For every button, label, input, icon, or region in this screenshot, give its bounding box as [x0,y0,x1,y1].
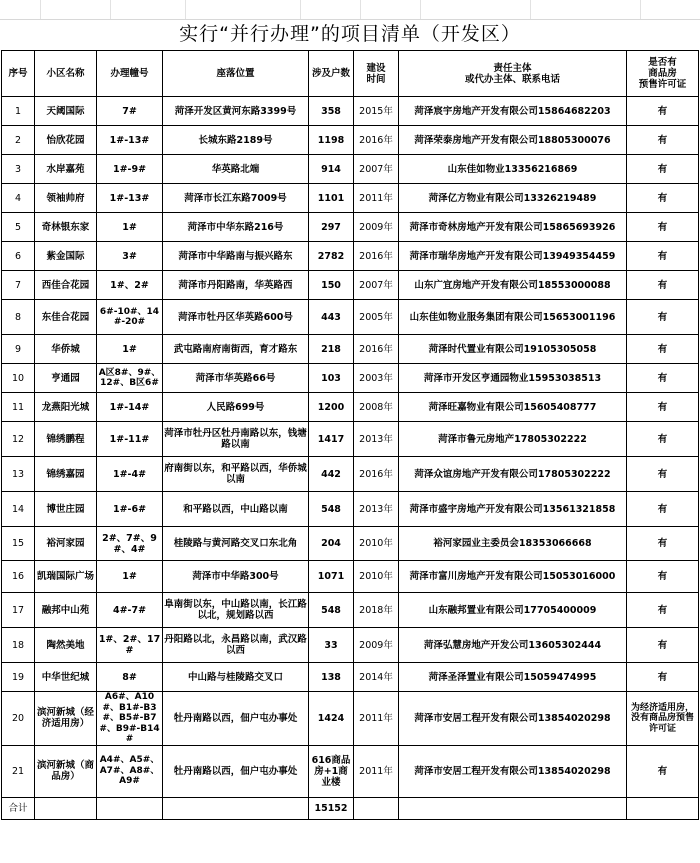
cell-built: 2007年 [354,155,399,184]
cell-presale: 有 [627,335,699,364]
cell-buildings: 1#-4# [97,457,163,492]
cell-owner: 菏泽弘慧房地产开发公司13605302444 [399,628,627,663]
cell-owner: 裕河家园业主委员会18353066668 [399,527,627,561]
project-table [1,50,699,820]
cell-owner: 菏泽旺嘉物业有限公司15605408777 [399,393,627,422]
cell-owner: 山东广宜房地产开发有限公司18553000088 [399,271,627,300]
cell-location: 菏泽市牡丹区牡丹南路以东，钱塘路以南 [163,422,309,457]
column-header-strip [0,0,700,20]
header-owner: 责任主体 或代办主体、联系电话 [399,51,627,97]
cell-presale: 有 [627,628,699,663]
cell-built: 2015年 [354,97,399,126]
cell-built: 2013年 [354,492,399,527]
cell-buildings: 1#-9# [97,155,163,184]
cell-location: 长城东路2189号 [163,126,309,155]
cell-buildings: 1# [97,561,163,593]
table-row [2,271,699,300]
cell-presale: 为经济适用房，没有商品房预售许可证 [627,692,699,746]
cell-built: 2011年 [354,745,399,797]
table-row [2,364,699,393]
cell-built: 2009年 [354,213,399,242]
table-row [2,663,699,692]
cell-presale: 有 [627,155,699,184]
cell-built: 2018年 [354,593,399,628]
cell-owner: 菏泽宸宇房地产开发有限公司15864682203 [399,97,627,126]
cell-households: 297 [309,213,354,242]
header-built: 建设 时间 [354,51,399,97]
cell-buildings: 1#-6# [97,492,163,527]
cell-location: 华英路北端 [163,155,309,184]
cell-name: 怡欣花园 [35,126,97,155]
table-row [2,242,699,271]
cell-seq: 16 [2,561,35,593]
cell-built: 2016年 [354,335,399,364]
cell-location: 武屯路南府南街西，育才路东 [163,335,309,364]
cell-presale: 有 [627,561,699,593]
cell-buildings: 1#-13# [97,184,163,213]
cell-presale: 有 [627,97,699,126]
cell-presale: 有 [627,364,699,393]
cell-location: 和平路以西，中山路以南 [163,492,309,527]
cell-name: 凯瑞国际广场 [35,561,97,593]
cell-households: 358 [309,97,354,126]
cell-name: 奇林银东家 [35,213,97,242]
cell-buildings: 8# [97,663,163,692]
cell-built: 2011年 [354,184,399,213]
cell-name: 龙燕阳光城 [35,393,97,422]
cell-households: 1198 [309,126,354,155]
cell-seq: 8 [2,300,35,335]
cell-location: 菏泽市中华路300号 [163,561,309,593]
cell-seq: 10 [2,364,35,393]
cell-built: 2003年 [354,364,399,393]
header-name: 小区名称 [35,51,97,97]
cell-location: 中山路与桂陵路交叉口 [163,663,309,692]
cell-seq: 5 [2,213,35,242]
total-label: 合计 [2,797,35,819]
cell-seq: 17 [2,593,35,628]
cell-presale: 有 [627,393,699,422]
cell-presale: 有 [627,527,699,561]
cell-name: 融邦中山苑 [35,593,97,628]
cell-buildings: 1# [97,335,163,364]
cell-owner: 菏泽市富川房地产开发有限公司15053016000 [399,561,627,593]
cell-buildings: 3# [97,242,163,271]
cell-name: 滨河新城（商品房） [35,745,97,797]
table-row [2,692,699,746]
cell-name: 中华世纪城 [35,663,97,692]
cell-households: 138 [309,663,354,692]
cell-owner: 菏泽圣泽置业有限公司15059474995 [399,663,627,692]
cell-name: 滨河新城（经济适用房） [35,692,97,746]
cell-households: 1200 [309,393,354,422]
cell-presale: 有 [627,593,699,628]
cell-location: 菏泽市长江东路7009号 [163,184,309,213]
cell-presale: 有 [627,745,699,797]
cell-buildings: A6#、A10#、B1#-B3#、B5#-B7#、B9#-B14# [97,692,163,746]
cell-name: 锦绣嘉园 [35,457,97,492]
table-row [2,97,699,126]
cell-name: 紫金国际 [35,242,97,271]
cell-location: 菏泽市中华东路216号 [163,213,309,242]
cell-built: 2016年 [354,126,399,155]
cell-built: 2016年 [354,457,399,492]
cell-built: 2011年 [354,692,399,746]
table-row [2,593,699,628]
cell-location: 丹阳路以北，永昌路以南，武汉路以西 [163,628,309,663]
cell-households: 1424 [309,692,354,746]
table-row [2,155,699,184]
cell-presale: 有 [627,271,699,300]
cell-owner: 山东佳如物业服务集团有限公司15653001196 [399,300,627,335]
cell-households: 33 [309,628,354,663]
cell-location: 府南街以东，和平路以西，华侨城以南 [163,457,309,492]
cell-owner: 菏泽市安居工程开发有限公司13854020298 [399,745,627,797]
cell-buildings: 1# [97,213,163,242]
cell-seq: 7 [2,271,35,300]
cell-seq: 14 [2,492,35,527]
cell-seq: 13 [2,457,35,492]
cell-presale: 有 [627,492,699,527]
cell-households: 548 [309,492,354,527]
cell-presale: 有 [627,126,699,155]
cell-owner: 菏泽市开发区亨通园物业15953038513 [399,364,627,393]
cell-households: 914 [309,155,354,184]
cell-households: 2782 [309,242,354,271]
header-households: 涉及户数 [309,51,354,97]
cell-name: 裕河家园 [35,527,97,561]
cell-seq: 18 [2,628,35,663]
cell-built: 2016年 [354,242,399,271]
table-row [2,300,699,335]
cell-households: 1417 [309,422,354,457]
header-buildings: 办理幢号 [97,51,163,97]
cell-seq: 11 [2,393,35,422]
cell-built: 2010年 [354,561,399,593]
cell-owner: 菏泽市盛宇房地产开发有限公司13561321858 [399,492,627,527]
cell-name: 陶然美地 [35,628,97,663]
cell-households: 443 [309,300,354,335]
header-presale: 是否有 商品房 预售许可证 [627,51,699,97]
cell-households: 616商品房+1商业楼 [309,745,354,797]
cell-location: 菏泽市牡丹区华英路600号 [163,300,309,335]
cell-owner: 菏泽亿方物业有限公司13326219489 [399,184,627,213]
cell-name: 东佳合花园 [35,300,97,335]
cell-seq: 15 [2,527,35,561]
table-row [2,393,699,422]
total-row [2,797,699,819]
cell-location: 菏泽开发区黄河东路3399号 [163,97,309,126]
table-row [2,184,699,213]
table-row [2,457,699,492]
table-row [2,422,699,457]
cell-owner: 山东融邦置业有限公司17705400009 [399,593,627,628]
cell-seq: 1 [2,97,35,126]
cell-buildings: 6#-10#、14#-20# [97,300,163,335]
cell-households: 150 [309,271,354,300]
cell-owner: 菏泽市鲁元房地产17805302222 [399,422,627,457]
cell-location: 阜南街以东，中山路以南，长江路以北，规划路以西 [163,593,309,628]
cell-buildings: 1#-14# [97,393,163,422]
cell-presale: 有 [627,300,699,335]
cell-households: 204 [309,527,354,561]
cell-presale: 有 [627,457,699,492]
cell-location: 牡丹南路以西，佃户屯办事处 [163,745,309,797]
total-households: 15152 [309,797,354,819]
cell-households: 442 [309,457,354,492]
cell-owner: 菏泽市安居工程开发有限公司13854020298 [399,692,627,746]
table-row [2,492,699,527]
cell-owner: 菏泽时代置业有限公司19105305058 [399,335,627,364]
table-row [2,561,699,593]
cell-seq: 4 [2,184,35,213]
cell-seq: 9 [2,335,35,364]
cell-owner: 山东佳如物业13356216869 [399,155,627,184]
cell-buildings: 1#-13# [97,126,163,155]
cell-presale: 有 [627,213,699,242]
cell-presale: 有 [627,184,699,213]
cell-households: 103 [309,364,354,393]
cell-owner: 菏泽荣泰房地产开发有限公司18805300076 [399,126,627,155]
cell-location: 牡丹南路以西，佃户屯办事处 [163,692,309,746]
cell-name: 西佳合花园 [35,271,97,300]
cell-location: 菏泽市中华路南与振兴路东 [163,242,309,271]
cell-buildings: 2#、7#、9#、4# [97,527,163,561]
cell-name: 天阈国际 [35,97,97,126]
cell-name: 锦绣鹏程 [35,422,97,457]
table-row [2,527,699,561]
cell-owner: 菏泽市奇林房地产开发有限公司15865693926 [399,213,627,242]
cell-owner: 菏泽市瑞华房地产开发有限公司13949354459 [399,242,627,271]
cell-households: 1101 [309,184,354,213]
table-row [2,213,699,242]
cell-seq: 21 [2,745,35,797]
cell-presale: 有 [627,422,699,457]
cell-seq: 20 [2,692,35,746]
cell-presale: 有 [627,242,699,271]
cell-owner: 菏泽众谊房地产开发有限公司17805302222 [399,457,627,492]
cell-built: 2014年 [354,663,399,692]
cell-built: 2007年 [354,271,399,300]
cell-name: 博世庄园 [35,492,97,527]
header-location: 座落位置 [163,51,309,97]
cell-location: 桂陵路与黄河路交叉口东北角 [163,527,309,561]
header-seq: 序号 [2,51,35,97]
cell-location: 菏泽市华英路66号 [163,364,309,393]
table-row [2,126,699,155]
cell-buildings: A4#、A5#、A7#、A8#、A9# [97,745,163,797]
cell-households: 218 [309,335,354,364]
table-row [2,335,699,364]
table-row [2,628,699,663]
cell-presale: 有 [627,663,699,692]
table-row [2,745,699,797]
cell-buildings: 7# [97,97,163,126]
cell-seq: 3 [2,155,35,184]
cell-built: 2010年 [354,527,399,561]
page-title: 实行“并行办理”的项目清单（开发区） [179,23,521,45]
cell-location: 菏泽市丹阳路南，华英路西 [163,271,309,300]
cell-buildings: A区8#、9#、12#、B区6# [97,364,163,393]
cell-households: 1071 [309,561,354,593]
cell-name: 领袖帅府 [35,184,97,213]
cell-name: 水岸嘉苑 [35,155,97,184]
cell-seq: 12 [2,422,35,457]
cell-built: 2013年 [354,422,399,457]
cell-built: 2008年 [354,393,399,422]
cell-built: 2005年 [354,300,399,335]
cell-name: 华侨城 [35,335,97,364]
cell-buildings: 1#、2#、17# [97,628,163,663]
cell-name: 亨通园 [35,364,97,393]
cell-buildings: 1#、2# [97,271,163,300]
table-header-row [2,51,699,97]
cell-households: 548 [309,593,354,628]
cell-seq: 2 [2,126,35,155]
cell-built: 2009年 [354,628,399,663]
cell-buildings: 4#-7# [97,593,163,628]
cell-seq: 6 [2,242,35,271]
cell-seq: 19 [2,663,35,692]
cell-location: 人民路699号 [163,393,309,422]
cell-buildings: 1#-11# [97,422,163,457]
